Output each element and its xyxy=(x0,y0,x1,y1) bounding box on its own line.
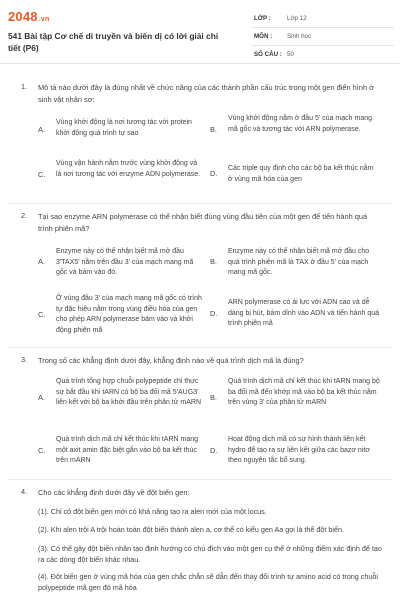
option-letter: D. xyxy=(210,169,218,178)
option-text: Vùng khởi động là nơi tương tác với protein khởi động quá trình tự sao xyxy=(56,119,192,137)
info-row-grade xyxy=(251,10,394,28)
option-d[interactable] xyxy=(210,435,385,475)
option-a[interactable] xyxy=(38,247,208,287)
info-label: SỐ CÂU : xyxy=(254,51,282,58)
divider xyxy=(8,479,392,480)
site-logo[interactable] xyxy=(8,9,49,24)
option-b[interactable] xyxy=(210,247,385,287)
option-letter: C. xyxy=(38,310,46,319)
statement-item: (3). Có thể gây đột biến nhân tạo định hướng có chủ đích vào một gen cụ thể ở những điểm xác định để tạo ra các dòng đột biến khác nhau. xyxy=(38,544,382,564)
option-letter: B. xyxy=(210,257,217,266)
info-value: Lớp 12 xyxy=(287,15,307,22)
option-text: Ở vùng đầu 3' của mạch mang mã gốc có trình tự đặc hiệu nằm trong vùng điều hòa của gen cho phép ARN polymerase bám vào và khởi động phiên mã xyxy=(56,295,202,334)
option-text: Enzyme này có thể nhận biết mã mở đầu cho quá trình phiên mã là TAX ở đầu 5' của mạch mang mã gốc. xyxy=(228,248,370,276)
statement-item: (4). Đột biến gen ở vùng mã hóa của gen chắc chắn sẽ dẫn đến thay đổi trình tự amino acid có trong chuỗi polypeptide mã gen đó mã hóa xyxy=(38,572,378,592)
option-text: Enzyme này có thể nhận biết mã mở đầu 3'TAX5' nằm trên đầu 3' của mạch mang mã gốc và bám vào đó. xyxy=(56,248,194,276)
info-label: LỚP : xyxy=(254,15,271,22)
statement-item: (1). Chỉ có đột biến gen mới có khả năng tạo ra alen mới của một locus. xyxy=(38,507,267,516)
page-header xyxy=(0,0,400,64)
question-text: Mô tả nào dưới đây là đúng nhất về chức năng của các thành phần cấu trúc trong một gen điển hình ở sinh vật nhân sơ: xyxy=(38,83,374,104)
option-d[interactable] xyxy=(210,298,385,338)
info-value: Sinh học xyxy=(287,33,312,40)
option-letter: D. xyxy=(210,309,218,318)
option-letter: B. xyxy=(210,125,217,134)
statement-item: (2). Khi alen trội A trội hoàn toàn đột biến thành alen a, cơ thể có kiểu gen Aa gọi là thể đột biến. xyxy=(38,525,345,534)
option-letter: A. xyxy=(38,257,45,266)
logo-main: 2048 xyxy=(8,9,38,24)
option-text: Vùng khởi động nằm ở đầu 5' của mạch mang mã gốc và tương tác với ARN polymerase. xyxy=(228,115,372,133)
info-row-count xyxy=(251,46,394,64)
question-text: Trong số các khẳng định dưới đây, khẳng định nào về quá trình dịch mã là đúng? xyxy=(38,356,304,365)
option-a[interactable] xyxy=(38,377,208,429)
option-text: Hoạt động dịch mã có sự hình thành liên kết hydro để tạo ra sự liên kết giữa các bazơ nitơ theo nguyên tắc bổ sung. xyxy=(228,436,370,464)
option-text: Quá trình dịch mã chỉ kết thúc khi tARN mang bộ ba đối mã đến khớp mã vào bộ ba kết thúc nằm trên vùng 3' của phân tử mARN xyxy=(228,378,380,406)
logo-tld: .vn xyxy=(38,16,50,23)
option-b[interactable] xyxy=(210,377,385,429)
question-number: 1. xyxy=(21,82,28,91)
option-letter: C. xyxy=(38,170,46,179)
question-number: 3. xyxy=(21,355,28,364)
divider xyxy=(8,347,392,348)
info-row-subject xyxy=(251,28,394,46)
option-text: Quá trình dịch mã chỉ kết thúc khi tARN mang một axit amin đặc biệt gắn vào bộ ba kết thúc trên mARN xyxy=(56,436,199,464)
option-b[interactable] xyxy=(210,114,385,150)
option-a[interactable] xyxy=(38,118,203,154)
option-text: Quá trình tổng hợp chuỗi polypeptide chỉ thực sự bắt đầu khi tARN có bộ ba đối mã 5'AUG3' liên kết với bộ ba khởi đầu trên phân tử mARN xyxy=(56,378,201,406)
question-number: 2. xyxy=(21,211,28,220)
info-value: 50 xyxy=(287,51,294,58)
option-letter: D. xyxy=(210,446,218,455)
option-letter: B. xyxy=(210,393,217,402)
option-d[interactable] xyxy=(210,164,385,192)
option-text: Vùng vận hành nằm trước vùng khởi động và là nơi tương tác với enzyme ADN polymerase. xyxy=(56,160,201,178)
option-letter: A. xyxy=(38,125,45,134)
question-text: Cho các khẳng định dưới đây về đột biến gen: xyxy=(38,488,190,497)
option-c[interactable] xyxy=(38,294,208,346)
option-letter: C. xyxy=(38,446,46,455)
option-letter: A. xyxy=(38,393,45,402)
option-text: Các triple quy định cho các bộ ba kết thúc nằm ở vùng mã hóa của gen xyxy=(228,165,374,183)
question-text: Tại sao enzyme ARN polymerase có thể nhận biết đúng vùng đầu tiên của một gen để tiến hành quá trình phiên mã? xyxy=(38,212,368,233)
divider xyxy=(8,203,392,204)
info-label: MÔN : xyxy=(254,33,273,40)
question-number: 4. xyxy=(21,487,28,496)
info-table xyxy=(251,10,394,64)
option-c[interactable] xyxy=(38,159,203,195)
option-text: ARN polymerase có ái lực với ADN cao và dễ dàng bị hút, bám dính vào ADN và tiến hành quá trình phiên mã xyxy=(228,299,379,327)
option-c[interactable] xyxy=(38,435,208,475)
page-title: 541 Bài tập Cơ chế di truyền và biến dị có lời giải chi tiết (P6) xyxy=(8,31,219,53)
